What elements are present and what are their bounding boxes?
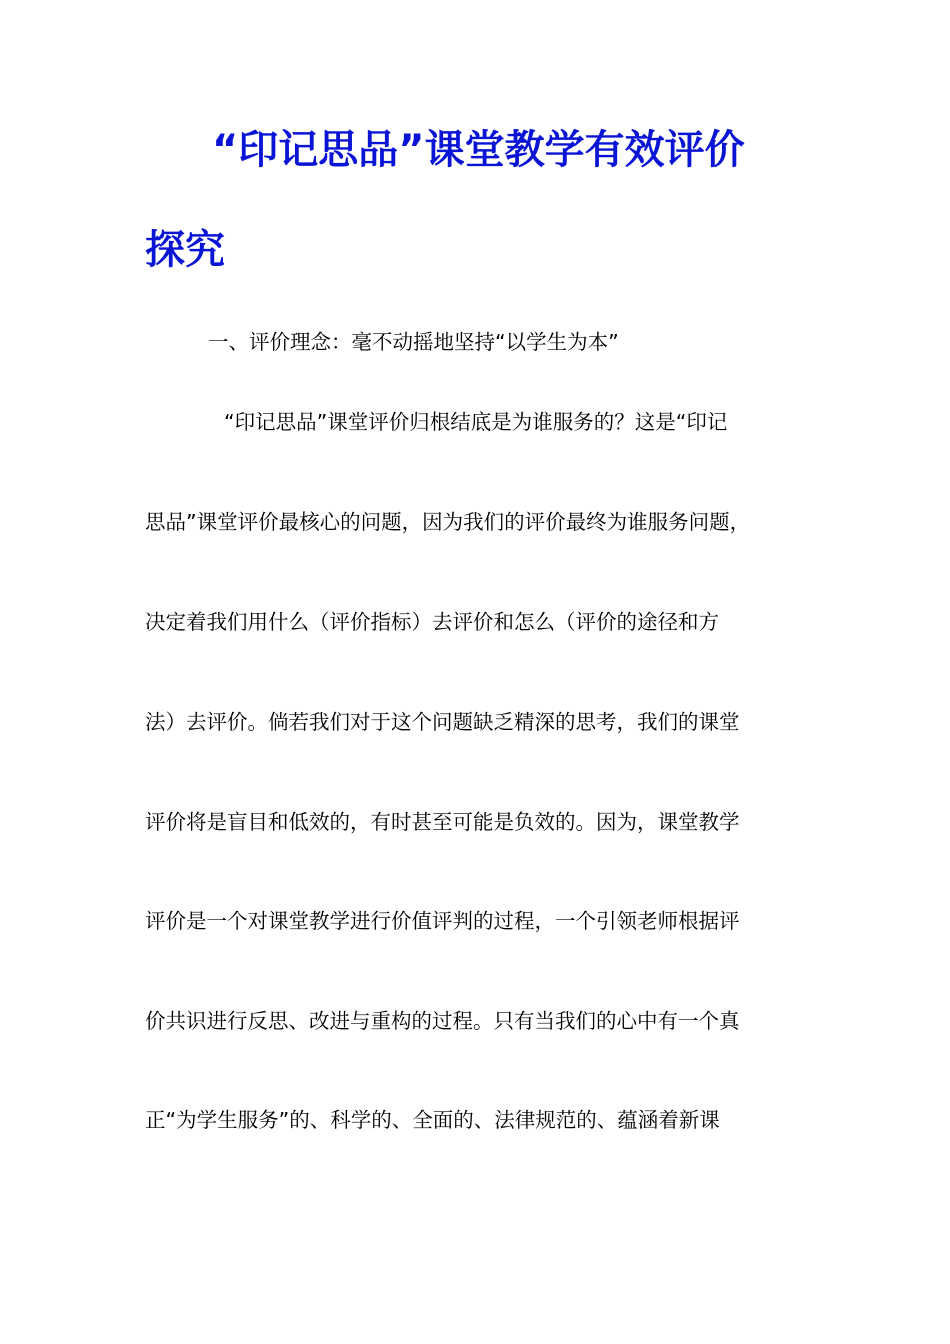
paragraph-line-8: 正“为学生服务”的、科学的、全面的、法律规范的、蕴涵着新课 <box>145 1108 720 1132</box>
document-title-line-2: 探究 <box>145 227 225 273</box>
paragraph-line-3: 决定着我们用什么（评价指标）去评价和怎么（评价的途径和方 <box>145 610 719 634</box>
paragraph-line-4: 法）去评价。倘若我们对于这个问题缺乏精深的思考，我们的课堂 <box>145 710 740 734</box>
section-heading: 一、评价理念：毫不动摇地坚持“以学生为本” <box>208 330 619 354</box>
paragraph-line-2: 思品”课堂评价最核心的问题，因为我们的评价最终为谁服务问题， <box>145 510 751 534</box>
paragraph-line-1: “印记思品”课堂评价归根结底是为谁服务的？这是“印记 <box>224 410 728 434</box>
paragraph-line-7: 价共识进行反思、改进与重构的过程。只有当我们的心中有一个真 <box>145 1009 740 1033</box>
document-title-line-1: “印记思品”课堂教学有效评价 <box>212 127 745 173</box>
paragraph-line-6: 评价是一个对课堂教学进行价值评判的过程，一个引领老师根据评 <box>145 909 740 933</box>
paragraph-line-5: 评价将是盲目和低效的，有时甚至可能是负效的。因为，课堂教学 <box>145 810 740 834</box>
